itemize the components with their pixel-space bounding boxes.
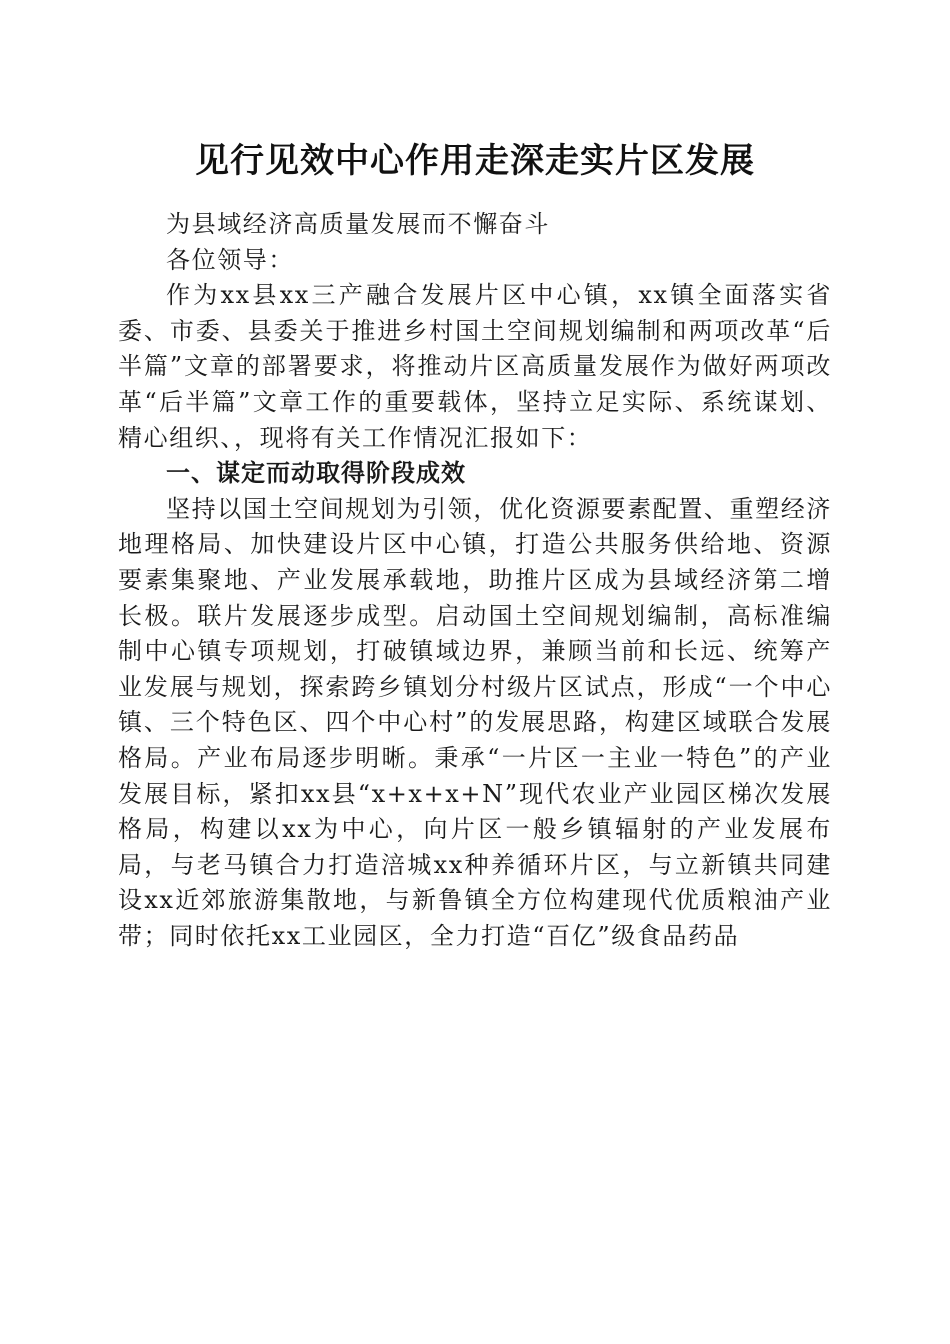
- intro-paragraph: 作为xx县xx三产融合发展片区中心镇，xx镇全面落实省委、市委、县委关于推进乡村国土空间规划编制和两项改革“后半篇”文章的部署要求，将推动片区高质量发展作为做好两项改革“后半篇”文章工作的重要载体，坚持立足实际、系统谋划、精心组织、，现将有关工作情况汇报如下：: [118, 281, 832, 452]
- section-heading: 一、谋定而动取得阶段成效: [166, 459, 466, 488]
- document-title: 见行见效中心作用走深走实片区发展: [195, 141, 755, 181]
- subtitle-paragraph: 为县域经济高质量发展而不懈奋斗: [166, 210, 550, 238]
- salutation-paragraph: 各位领导：: [166, 245, 294, 274]
- section-paragraph: 坚持以国土空间规划为引领，优化资源要素配置、重塑经济地理格局、加快建设片区中心镇，打造公共服务供给地、资源要素集聚地、产业发展承载地，助推片区成为县域经济第二增长极。联片发展逐步成型。启动国土空间规划编制，高标准编制中心镇专项规划，打破镇域边界，兼顾当前和长远、统筹产业发展与规划，探索跨乡镇划分村级片区试点，形成“一个中心镇、三个特色区、四个中心村”的发展思路，构建区域联合发展格局。产业布局逐步明晰。秉承“一片区一主业一特色”的产业发展目标，紧扣xx县“x+x+x+N”现代农业产业园区梯次发展格局，构建以xx为中心，向片区一般乡镇辐射的产业发展布局，与老马镇合力打造涪城xx种养循环片区，与立新镇共同建设xx近郊旅游集散地，与新鲁镇全方位构建现代优质粮油产业带；同时依托xx工业园区，全力打造“百亿”级食品药品: [118, 494, 832, 950]
- document-body: [118, 207, 832, 954]
